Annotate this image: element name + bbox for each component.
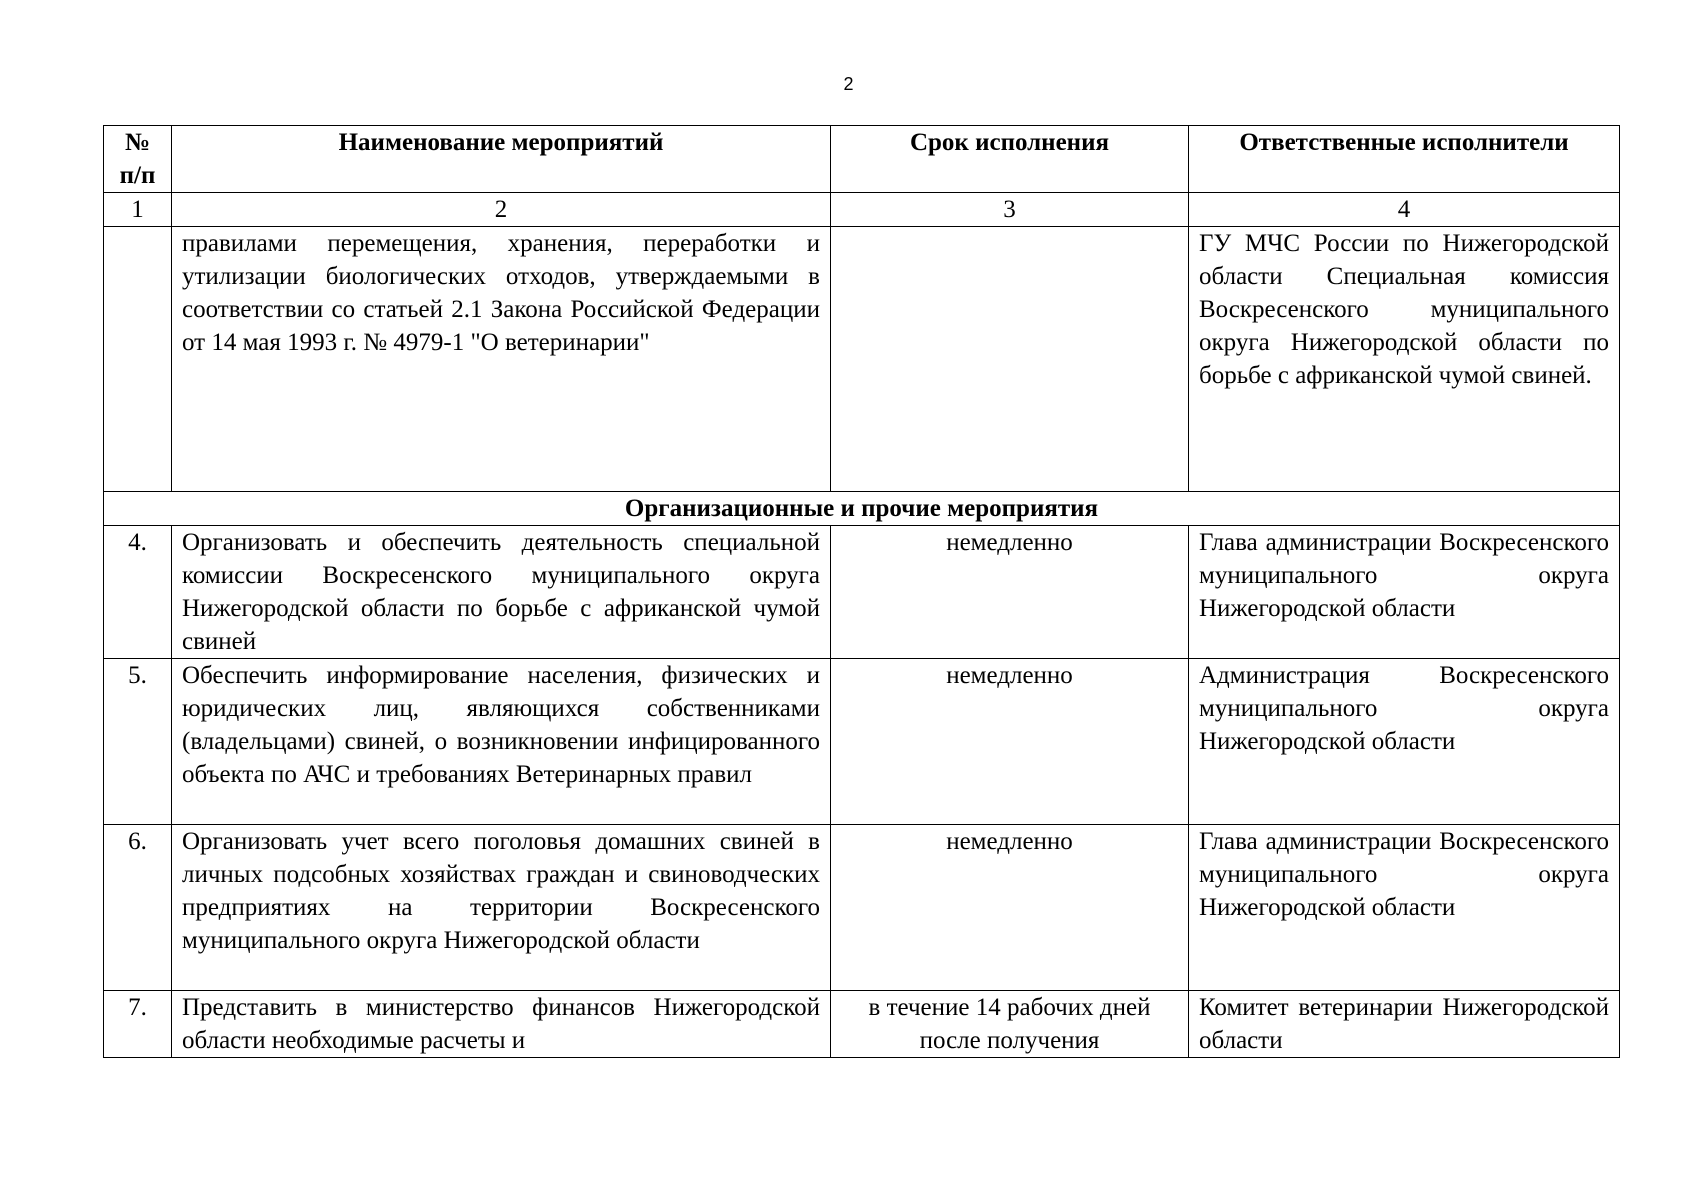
table-header-row [104,126,1620,193]
row-name: Организовать учет всего поголовья домашних свиней в личных подсобных хозяйствах граждан и свиноводческих предприятиях на территории Воскресенского муниципального округа Нижегородской области [172,825,831,991]
row-responsible: Глава администрации Воскресенского муниципального округа Нижегородской области [1189,825,1620,991]
row-deadline: в течение 14 рабочих дней после получения [831,991,1189,1058]
header-deadline: Срок исполнения [831,126,1189,193]
column-number: 1 [104,193,172,227]
row-responsible: ГУ МЧС России по Нижегородской области Специальная комиссия Воскресенского муниципального округа Нижегородской области по борьбе с африканской чумой свиней. [1189,227,1620,492]
row-num: 5. [104,659,172,825]
row-responsible: Комитет ветеринарии Нижегородской области [1189,991,1620,1058]
table-row [104,526,1620,659]
section-row [104,492,1620,526]
header-responsible: Ответственные исполнители [1189,126,1620,193]
row-num [104,227,172,492]
table-row [104,659,1620,825]
table-row [104,825,1620,991]
row-num: 6. [104,825,172,991]
row-name: Организовать и обеспечить деятельность специальной комиссии Воскресенского муниципального округа Нижегородской области по борьбе с африканской чумой свиней [172,526,831,659]
row-deadline: немедленно [831,659,1189,825]
table-row [104,991,1620,1058]
header-num: № п/п [104,126,172,193]
row-deadline [831,227,1189,492]
column-number: 3 [831,193,1189,227]
header-name: Наименование мероприятий [172,126,831,193]
measures-table [103,125,1620,1058]
row-responsible: Администрация Воскресенского муниципального округа Нижегородской области [1189,659,1620,825]
row-name: правилами перемещения, хранения, переработки и утилизации биологических отходов, утверждаемыми в соответствии со статьей 2.1 Закона Российской Федерации от 14 мая 1993 г. № 4979-1 "О ветеринарии" [172,227,831,492]
row-deadline: немедленно [831,825,1189,991]
page-number: 2 [843,74,854,94]
column-number-row [104,193,1620,227]
table-row-continuation [104,227,1620,492]
row-responsible: Глава администрации Воскресенского муниципального округа Нижегородской области [1189,526,1620,659]
column-number: 4 [1189,193,1620,227]
column-number: 2 [172,193,831,227]
row-num: 7. [104,991,172,1058]
row-name: Обеспечить информирование населения, физических и юридических лиц, являющихся собственниками (владельцами) свиней, о возникновении инфицированного объекта по АЧС и требованиях Ветеринарных правил [172,659,831,825]
row-num: 4. [104,526,172,659]
section-title: Организационные и прочие мероприятия [104,492,1620,526]
row-name: Представить в министерство финансов Нижегородской области необходимые расчеты и [172,991,831,1058]
row-deadline: немедленно [831,526,1189,659]
